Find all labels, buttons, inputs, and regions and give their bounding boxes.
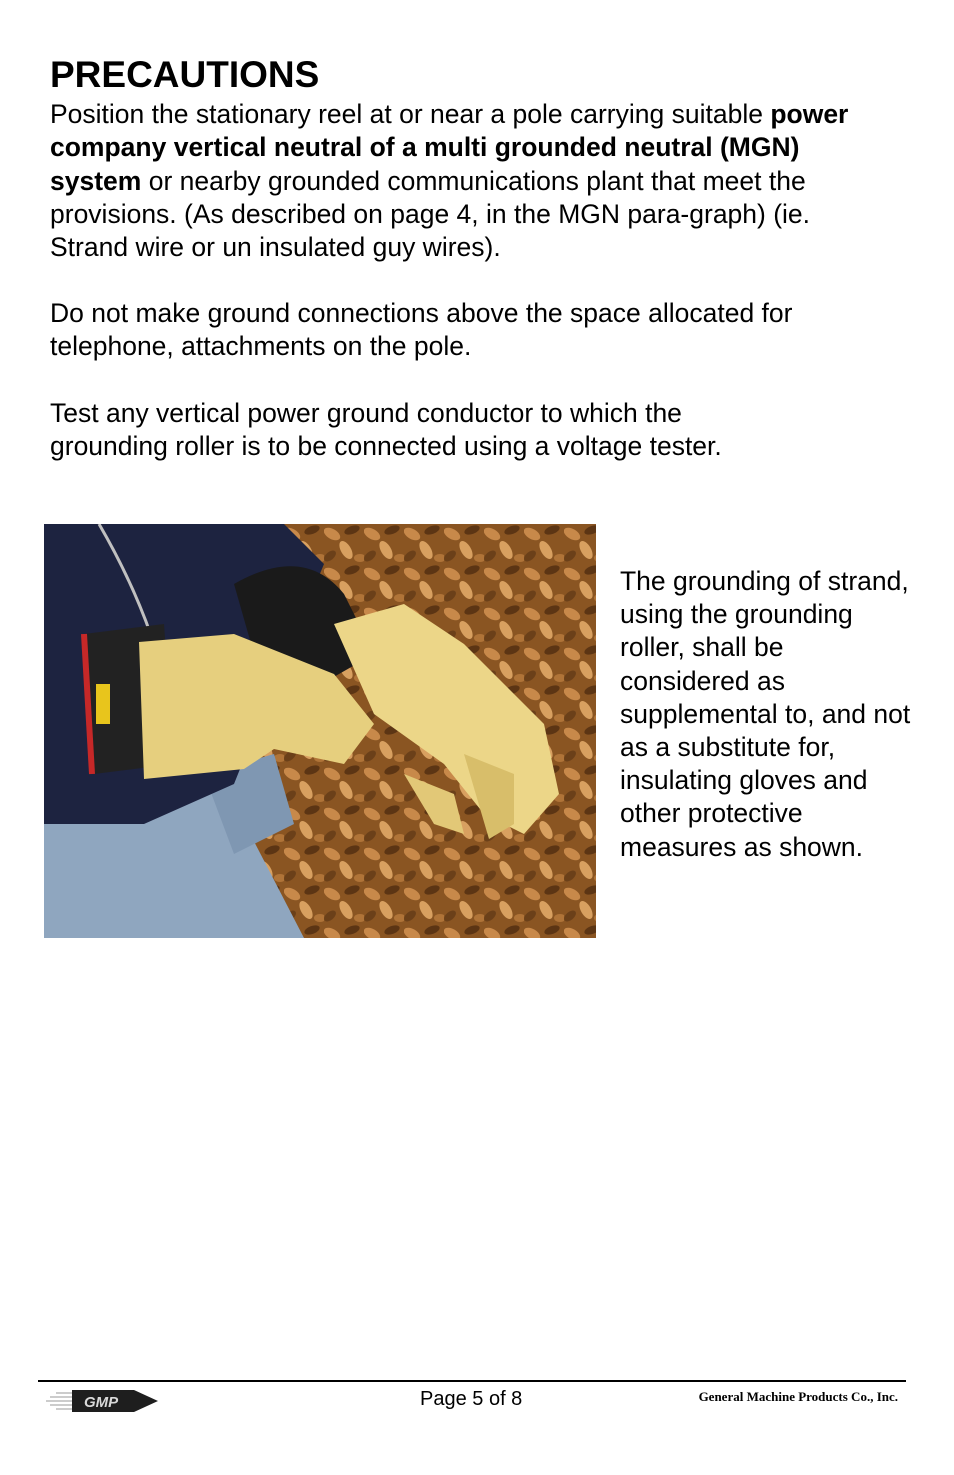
gloves-photo-illustration xyxy=(44,524,596,938)
footer-divider xyxy=(38,1380,906,1382)
paragraph-rest: or nearby grounded communications plant that meet the provisions. (As described on page 4, in the MGN para-graph) (ie. Strand wire or un insulated guy wires). xyxy=(50,165,811,263)
page-heading: PRECAUTIONS xyxy=(50,54,320,95)
gmp-logo-mark xyxy=(44,1386,160,1416)
paragraph-position-reel xyxy=(50,98,890,264)
paragraph-test-conductor: Test any vertical power ground conductor to which the grounding roller is to be connected using a voltage tester. xyxy=(50,398,722,462)
paragraph-bold-mgn: power company vertical neutral of a multi grounded neutral (MGN) system xyxy=(50,99,849,196)
page-number: Page 5 of 8 xyxy=(420,1388,523,1410)
photo-caption: The grounding of strand, using the grounding roller, shall be considered as supplemental to, and not as a substitute for, insulating gloves and other protective measures as shown. xyxy=(620,566,911,862)
gmp-logo xyxy=(44,1386,160,1416)
gmp-logo-text: GMP xyxy=(84,1394,119,1411)
paragraph-ground-connections: Do not make ground connections above the space allocated for telephone, attachments on the pole. xyxy=(50,298,793,362)
company-name: General Machine Products Co., Inc. xyxy=(698,1389,898,1404)
gloves-photo xyxy=(44,524,596,938)
paragraph-intro: Position the stationary reel at or near a pole carrying suitable xyxy=(50,99,771,129)
